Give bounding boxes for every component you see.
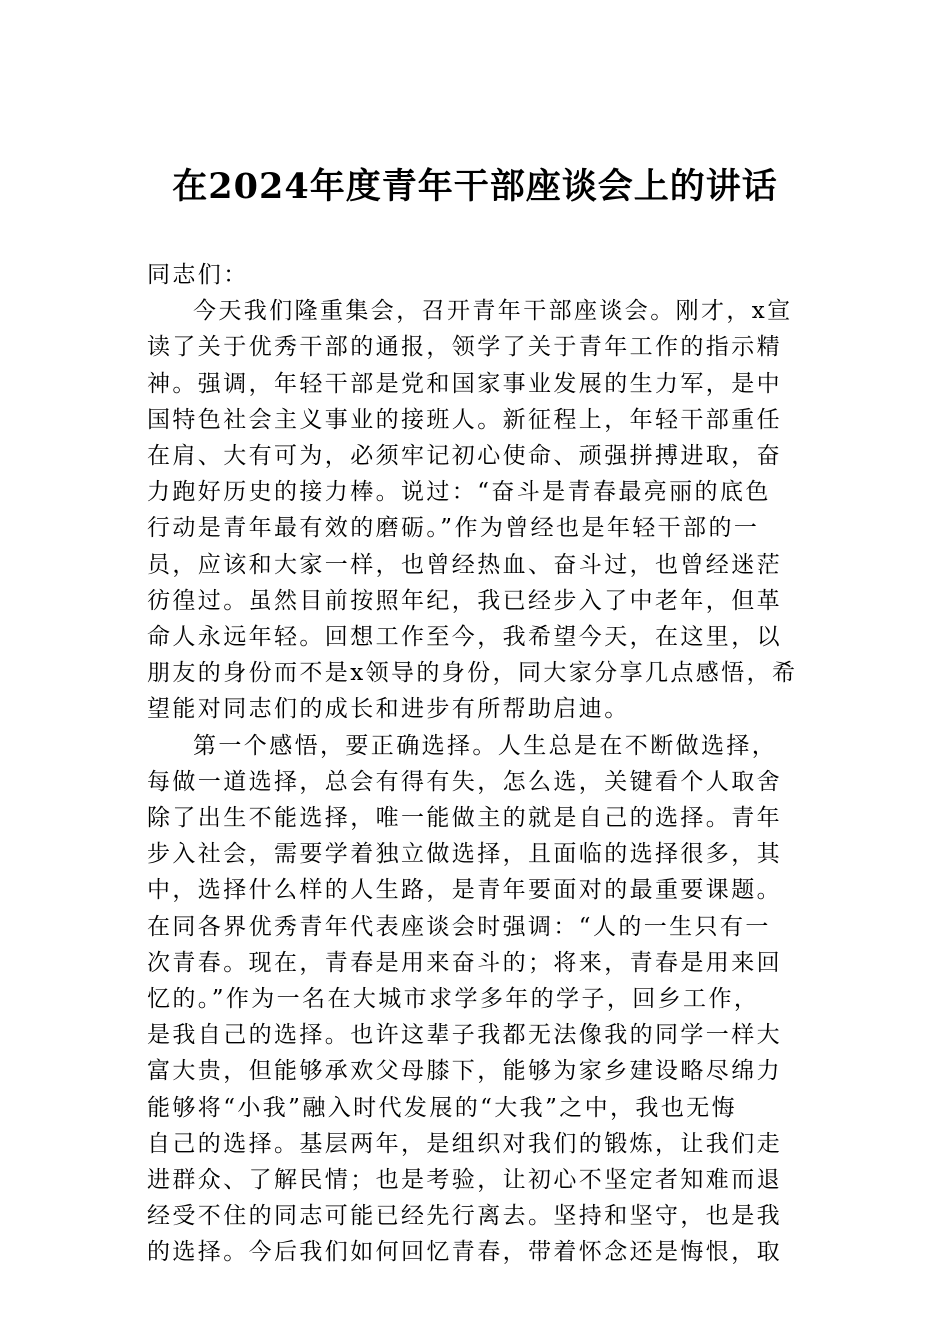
- document-title: 在2024年度青年干部座谈会上的讲话: [172, 166, 778, 207]
- paragraph-line: 员，应该和大家一样，也曾经热血、奋斗过，也曾经迷茫: [147, 551, 782, 578]
- paragraph-line: 第一个感悟，要正确选择。人生总是在不断做选择，: [193, 732, 778, 759]
- paragraph-line: 神。强调，年轻干部是党和国家事业发展的生力军，是中: [147, 370, 782, 397]
- paragraph-2: [147, 728, 807, 1271]
- paragraph-line: 今天我们隆重集会，召开青年干部座谈会。刚才，x宣: [193, 298, 793, 325]
- paragraph-line: 国特色社会主义事业的接班人。新征程上，年轻干部重任: [147, 406, 782, 433]
- salutation: 同志们：: [147, 262, 249, 288]
- paragraph-line: 在肩、大有可为，必须牢记初心使命、顽强拼搏进取，奋: [147, 443, 782, 470]
- paragraph-line: 力跑好历史的接力棒。说过：“奋斗是青春最亮丽的底色: [147, 479, 771, 506]
- paragraph-line: 除了出生不能选择，唯一能做主的就是自己的选择。青年: [147, 805, 782, 832]
- paragraph-line: 次青春。现在，青春是用来奋斗的；将来，青春是用来回: [147, 949, 782, 976]
- paragraph-line: 富大贵，但能够承欢父母膝下，能够为家乡建设略尽绵力: [147, 1058, 782, 1085]
- paragraph-line: 能够将“小我”融入时代发展的“大我”之中，我也无悔: [147, 1094, 738, 1121]
- paragraph-line: 的选择。今后我们如何回忆青春，带着怀念还是悔恨，取: [147, 1239, 782, 1266]
- paragraph-line: 是我自己的选择。也许这辈子我都无法像我的同学一样大: [147, 1022, 782, 1049]
- paragraph-1: [147, 293, 807, 727]
- paragraph-line: 忆的。”作为一名在大城市求学多年的学子，回乡工作，: [147, 986, 760, 1013]
- paragraph-line: 读了关于优秀干部的通报，领学了关于青年工作的指示精: [147, 334, 782, 361]
- paragraph-line: 进群众、了解民情；也是考验，让初心不坚定者知难而退: [147, 1167, 782, 1194]
- paragraph-line: 命人永远年轻。回想工作至今，我希望今天，在这里，以: [147, 624, 782, 651]
- paragraph-line: 行动是青年最有效的磨砺。”作为曾经也是年轻干部的一: [147, 515, 760, 542]
- paragraph-line: 朋友的身份而不是x领导的身份，同大家分享几点感悟，希: [147, 660, 798, 687]
- paragraph-line: 自己的选择。基层两年，是组织对我们的锻炼，让我们走: [147, 1130, 782, 1157]
- paragraph-line: 彷徨过。虽然目前按照年纪，我已经步入了中老年，但革: [147, 587, 782, 614]
- paragraph-line: 中，选择什么样的人生路，是青年要面对的最重要课题。: [147, 877, 782, 904]
- paragraph-line: 在同各界优秀青年代表座谈会时强调：“人的一生只有一: [147, 913, 771, 940]
- paragraph-line: 每做一道选择，总会有得有失，怎么选，关键看个人取舍: [147, 768, 782, 795]
- paragraph-line: 经受不住的同志可能已经先行离去。坚持和坚守，也是我: [147, 1203, 782, 1230]
- paragraph-line: 望能对同志们的成长和进步有所帮助启迪。: [147, 696, 630, 723]
- paragraph-line: 步入社会，需要学着独立做选择，且面临的选择很多，其: [147, 841, 782, 868]
- document-body: [147, 257, 807, 1271]
